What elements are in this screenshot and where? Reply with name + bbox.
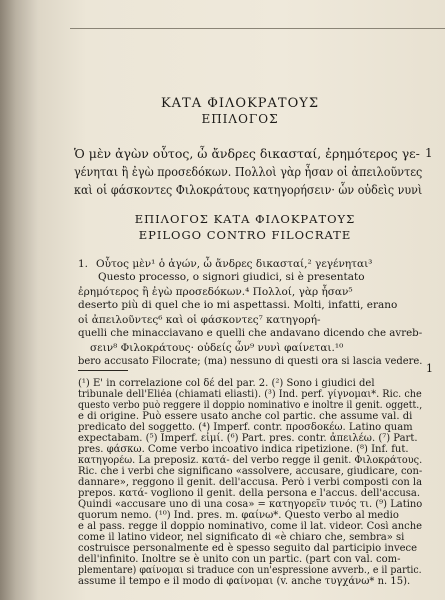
footnote-line: e di origine. Può essere usato anche col partic. che assume val. di <box>78 411 413 422</box>
section-heading-greek: ΕΠΙΛΟΓΟΣ ΚΑΤΑ ΦΙΛΟΚΡΑΤΟΥΣ <box>134 212 356 226</box>
interlinear-greek-2: ἐρημότερος ἢ ἐγὼ προσεδόκων.⁴ Πολλοί, γὰρ ἦσαν⁵ <box>78 286 353 298</box>
footnote-line: tribunale dell'Eliéa (chiamati eliasti). (³) Ind. perf. γίγνομαι*. Ric. che <box>78 389 422 400</box>
footnote-line: quorum nemo. (¹⁰) Ind. pres. m. φαίνω*. Questo verbo al medio <box>78 510 399 521</box>
top-rule <box>70 28 445 29</box>
footnote-line: prepos. κατά- vogliono il genit. della persona e l'accus. dell'accusa. <box>78 488 421 499</box>
footnote-line: e al pass. regge il doppio nominativo, come il lat. videor. Così anche <box>78 521 423 532</box>
footnote-line: questo verbo può reggere il doppio nominativo e inoltre il genit. oggett., <box>78 400 423 411</box>
footnote-line: dannare», reggono il genit. dell'accusa. Però i verbi composti con la <box>78 477 423 488</box>
footnote-line: Quindi «accusare uno di una cosa» = κατηγορεῖν τινός τι. (⁹) Latino <box>78 499 423 510</box>
section-label: 1. <box>78 258 89 270</box>
page-subtitle: ΕΠΙΛΟΓΟΣ <box>201 112 279 126</box>
footnote-rule <box>78 370 128 371</box>
margin-number-footnotes: 1 <box>426 362 433 375</box>
interlinear-italian-2: deserto più di quel che io mi aspettassi. Molti, infatti, erano <box>78 299 398 311</box>
footnote-line: plementare) φαίνομαι si traduce con un'espressione avverb., e il partic. <box>78 565 422 576</box>
interlinear-italian-4: bero accusato Filocrate; (ma) nessuno di questi ora si lascia vedere. <box>78 355 423 367</box>
footnote-line: predicato del soggetto. (⁴) Imperf. contr. προσδοκέω. Latino quam <box>78 422 413 433</box>
interlinear-greek-4: σειν⁸ Φιλοκράτους· οὐδείς ὧν⁹ νυνὶ φαίνεται.¹⁰ <box>90 342 344 354</box>
book-gutter-shadow <box>0 0 40 600</box>
interlinear-greek-3: οἱ ἀπειλοῦντες⁶ καὶ οἱ φάσκοντες⁷ κατηγορή- <box>78 314 321 326</box>
greek-text-line-3: καὶ οἱ φάσκοντες Φιλοκράτους κατηγορήσειν· ὧν οὐδεὶς νυνὶ <box>74 182 423 197</box>
footnote-line: (¹) E' in correlazione col δέ del par. 2. (²) Sono i giudici del <box>78 378 375 389</box>
footnote-line: costruisce personalmente ed è spesso seguito dal participio invece <box>78 543 418 554</box>
footnote-line: κατηγορέω. La preposiz. κατά- del verbo regge il genit. Φιλοκράτους. <box>78 455 423 466</box>
footnote-line: assume il tempo e il modo di φαίνομαι (v. anche τυγχάνω* n. 15). <box>78 576 411 587</box>
footnote-line: expectabam. (⁵) Imperf. εἰμί. (⁶) Part. pres. contr. ἀπειλέω. (⁷) Part. <box>78 433 418 444</box>
greek-text-line-1: Ὁ μὲν ἀγὼν οὗτος, ὦ ἄνδρες δικασταί, ἐρημότερος γε- <box>74 146 420 161</box>
interlinear-greek-1: Οὗτος μὲν¹ ὁ ἀγών, ὦ ἄνδρες δικασταί,² γεγένηται³ <box>96 258 373 270</box>
footnote-line: come il latino videor, nel significato di «è chiaro che, sembra» si <box>78 532 405 543</box>
page-title: ΚΑΤΑ ΦΙΛΟΚΡΑΤΟΥΣ <box>160 96 320 111</box>
section-heading-italian: EPILOGO CONTRO FILOCRATE <box>138 228 352 242</box>
interlinear-italian-3: quelli che minacciavano e quelli che andavano dicendo che avreb- <box>78 327 423 339</box>
footnote-line: Ric. che i verbi che significano «assolvere, accusare, giudicare, con- <box>78 466 423 477</box>
footnote-line: pres. φάσκω. Come verbo incoativo indica ripetizione. (⁸) Inf. fut. <box>78 444 409 455</box>
interlinear-italian-1: Questo processo, o signori giudici, si è presentato <box>98 271 365 283</box>
margin-number-top: 1 <box>425 146 433 160</box>
greek-text-line-2: γένηται ἢ ἐγὼ προσεδόκων. Πολλοὶ γὰρ ἦσαν οἱ ἀπειλοῦντες <box>74 164 423 179</box>
footnote-line: dell'infinito. Inoltre se è unito con un partic. (part con val. com- <box>78 554 401 565</box>
